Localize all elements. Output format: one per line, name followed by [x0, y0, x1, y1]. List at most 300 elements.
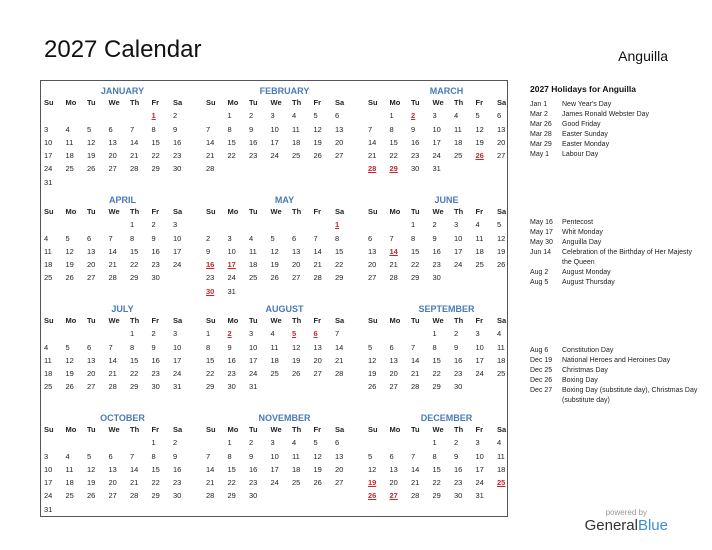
empty-cell	[44, 220, 66, 233]
weekday-header: We	[270, 98, 282, 107]
day-cell: 11	[249, 246, 257, 256]
holiday-item	[530, 356, 700, 366]
weekday-header: Th	[130, 98, 140, 107]
day-cell: 29	[151, 164, 160, 174]
day-cell: 31	[173, 382, 182, 392]
day-cell: 28	[206, 164, 215, 174]
weekday-header: Th	[454, 98, 464, 107]
weekday-header: Su	[206, 98, 216, 107]
month-days-grid	[206, 98, 357, 178]
weekday-header: Su	[368, 316, 378, 325]
weekday-header: We	[108, 207, 120, 216]
day-cell: 19	[65, 369, 74, 379]
day-cell: 26	[270, 273, 279, 283]
day-cell: 19	[368, 369, 377, 379]
holiday-name: National Heroes and Heroines Day	[562, 357, 671, 364]
day-cell: 20	[108, 478, 117, 488]
day-cell: 17	[173, 355, 182, 365]
day-cell: 2	[432, 220, 437, 230]
empty-cell	[411, 438, 433, 451]
month-january	[44, 84, 195, 192]
day-cell: 19	[270, 260, 279, 270]
weekday-header: Tu	[87, 98, 96, 107]
holiday-item	[530, 150, 700, 160]
day-cell: 4	[497, 438, 502, 448]
weekday-header: Mo	[65, 98, 77, 107]
empty-cell	[87, 220, 109, 233]
holiday-item	[530, 268, 700, 278]
day-cell: 3	[475, 329, 480, 339]
holiday-name: Boxing Day (substitute day), Christmas Day (substitute day)	[562, 387, 698, 404]
holiday-item	[530, 248, 700, 268]
day-cell: 3	[173, 220, 178, 230]
day-cell: 14	[313, 246, 322, 256]
day-cell: 23	[454, 369, 463, 379]
month-april	[44, 193, 195, 301]
day-cell: 26	[87, 164, 96, 174]
day-cell: 5	[87, 451, 92, 461]
day-cell: 9	[432, 233, 437, 243]
holiday-date: Dec 25	[530, 367, 553, 374]
day-cell: 4	[475, 220, 480, 230]
day-cell: 28	[411, 382, 420, 392]
empty-cell	[271, 220, 293, 233]
day-cell: 11	[497, 451, 505, 461]
day-cell: 24	[173, 260, 182, 270]
day-cell: 15	[389, 137, 398, 147]
weekday-header: Fr	[151, 98, 159, 107]
day-cell: 27	[87, 273, 96, 283]
day-cell: 21	[206, 478, 215, 488]
day-cell: 8	[432, 451, 437, 461]
day-cell: 2	[249, 111, 254, 121]
day-cell: 7	[368, 124, 373, 134]
empty-cell	[66, 111, 88, 124]
weekday-header: Tu	[87, 207, 96, 216]
day-cell: 16	[432, 246, 441, 256]
day-cell: 20	[389, 369, 398, 379]
day-cell: 6	[87, 233, 92, 243]
day-cell: 7	[130, 124, 135, 134]
month-may	[206, 193, 357, 301]
day-cell: 6	[335, 438, 340, 448]
holiday-item	[530, 238, 700, 248]
holiday-date: Aug 5	[530, 279, 549, 286]
day-cell: 10	[454, 233, 463, 243]
day-cell: 1	[227, 438, 232, 448]
day-cell: 20	[497, 137, 506, 147]
day-cell: 4	[292, 111, 297, 121]
day-cell: 8	[151, 451, 156, 461]
day-cell: 24	[475, 478, 484, 488]
empty-cell	[206, 438, 228, 451]
holiday-name: August Monday	[562, 269, 611, 276]
day-cell: 15	[432, 464, 441, 474]
day-cell: 11	[270, 342, 279, 352]
day-cell: 11	[65, 137, 74, 147]
day-cell: 25	[454, 151, 463, 161]
day-cell: 9	[249, 124, 254, 134]
day-cell: 6	[368, 233, 373, 243]
day-cell: 30	[173, 164, 182, 174]
day-cell: 15	[130, 246, 139, 256]
day-cell: 8	[335, 233, 340, 243]
weekday-header: Sa	[335, 316, 345, 325]
day-cell: 10	[44, 137, 53, 147]
day-cell: 31	[44, 504, 53, 514]
day-cell: 26	[65, 273, 74, 283]
country-label: Anguilla	[618, 48, 668, 64]
holiday-date: Mar 28	[530, 131, 552, 138]
day-cell: 14	[206, 137, 215, 147]
weekday-header: Tu	[249, 98, 258, 107]
day-cell: 18	[44, 369, 53, 379]
day-cell: 9	[173, 124, 178, 134]
day-cell: 14	[335, 342, 344, 352]
day-cell: 21	[335, 355, 344, 365]
day-cell: 15	[206, 355, 215, 365]
day-cell: 20	[313, 355, 322, 365]
day-cell: 13	[108, 464, 117, 474]
day-cell: 3	[270, 438, 275, 448]
empty-cell	[66, 220, 88, 233]
day-cell: 31	[432, 164, 441, 174]
day-cell: 28	[389, 273, 398, 283]
day-cell: 13	[87, 355, 96, 365]
day-cell: 7	[335, 329, 340, 339]
day-cell: 27	[292, 273, 301, 283]
day-cell: 27	[389, 382, 398, 392]
weekday-header: We	[270, 207, 282, 216]
day-cell: 19	[475, 137, 484, 147]
month-days-grid	[368, 207, 519, 287]
day-cell: 12	[87, 137, 96, 147]
day-cell: 30	[432, 273, 441, 283]
holiday-date: May 1	[530, 151, 550, 158]
day-cell: 24	[270, 478, 279, 488]
day-cell: 28	[411, 491, 420, 501]
day-cell: 24	[432, 151, 441, 161]
holiday-name: Labour Day	[562, 151, 599, 158]
day-cell: 9	[249, 451, 254, 461]
weekday-header: We	[108, 425, 120, 434]
empty-cell	[314, 220, 336, 233]
day-cell: 4	[497, 329, 502, 339]
day-cell: 8	[389, 124, 394, 134]
holiday-item	[530, 386, 700, 406]
day-cell: 4	[44, 342, 49, 352]
day-cell: 25	[270, 369, 279, 379]
month-days-grid	[368, 425, 519, 505]
day-cell: 6	[87, 342, 92, 352]
day-cell: 25	[249, 273, 258, 283]
day-cell: 10	[270, 451, 279, 461]
day-cell: 16	[411, 137, 420, 147]
day-cell: 17	[44, 151, 53, 161]
day-cell: 5	[313, 438, 318, 448]
day-cell: 26	[313, 478, 322, 488]
day-cell: 5	[475, 111, 480, 121]
empty-cell	[87, 438, 109, 451]
day-cell: 7	[411, 451, 416, 461]
day-cell: 2	[151, 220, 156, 230]
weekday-header: Tu	[411, 207, 420, 216]
day-cell: 2	[454, 438, 459, 448]
weekday-header: Tu	[411, 425, 420, 434]
day-cell: 2	[151, 329, 156, 339]
calendar-grid	[44, 84, 506, 514]
day-cell: 3	[227, 233, 232, 243]
day-cell: 29	[130, 382, 139, 392]
day-cell: 25	[475, 260, 484, 270]
day-cell: 8	[151, 124, 156, 134]
day-cell: 28	[335, 369, 344, 379]
day-cell: 21	[206, 151, 215, 161]
day-cell: 22	[389, 151, 398, 161]
day-cell: 8	[206, 342, 211, 352]
weekday-header: We	[432, 98, 444, 107]
day-cell: 9	[151, 233, 156, 243]
day-cell: 25	[497, 369, 506, 379]
day-cell: 13	[87, 246, 96, 256]
empty-cell	[390, 329, 412, 342]
weekday-header: Th	[292, 425, 302, 434]
holidays-title: 2027 Holidays for Anguilla	[530, 84, 636, 94]
day-cell: 21	[368, 151, 377, 161]
day-cell: 4	[65, 451, 70, 461]
day-cell: 15	[335, 246, 344, 256]
holiday-date: Mar 26	[530, 121, 552, 128]
month-name: AUGUST	[265, 304, 304, 314]
month-days-grid	[44, 316, 195, 396]
weekday-header: Sa	[497, 425, 507, 434]
holiday-name: Easter Monday	[562, 141, 610, 148]
day-cell: 31	[475, 491, 484, 501]
day-cell: 14	[368, 137, 377, 147]
holiday-name: Pentecost	[562, 219, 594, 226]
empty-cell	[87, 329, 109, 342]
day-cell: 30	[151, 273, 160, 283]
day-cell: 30	[454, 491, 463, 501]
holidays-panel	[530, 84, 700, 404]
day-cell: 29	[432, 491, 441, 501]
month-july	[44, 302, 195, 410]
empty-cell	[206, 111, 228, 124]
day-cell: 11	[454, 124, 462, 134]
empty-cell	[206, 220, 228, 233]
empty-cell	[44, 329, 66, 342]
day-cell: 21	[130, 151, 139, 161]
weekday-header: Mo	[389, 316, 401, 325]
day-cell: 27	[335, 478, 344, 488]
holiday-date: Dec 27	[530, 387, 553, 394]
day-cell: 3	[454, 220, 459, 230]
holiday-name: Whit Monday	[562, 229, 603, 236]
day-cell: 14	[411, 355, 420, 365]
day-cell: 22	[432, 369, 441, 379]
day-cell: 23	[173, 478, 182, 488]
day-cell: 27	[108, 164, 117, 174]
holiday-day: 29	[389, 164, 398, 174]
day-cell: 14	[108, 246, 117, 256]
day-cell: 17	[475, 464, 484, 474]
holiday-day: 6	[313, 329, 318, 339]
weekday-header: Fr	[313, 98, 321, 107]
month-name: JULY	[111, 304, 134, 314]
weekday-header: Mo	[227, 98, 239, 107]
weekday-header: Tu	[87, 425, 96, 434]
day-cell: 29	[130, 273, 139, 283]
day-cell: 14	[130, 137, 139, 147]
holiday-date: Aug 2	[530, 269, 549, 276]
day-cell: 13	[389, 464, 398, 474]
day-cell: 24	[227, 273, 236, 283]
day-cell: 30	[227, 382, 236, 392]
day-cell: 12	[497, 233, 506, 243]
day-cell: 11	[497, 342, 505, 352]
day-cell: 30	[173, 491, 182, 501]
day-cell: 3	[44, 124, 49, 134]
day-cell: 6	[108, 124, 113, 134]
weekday-header: Su	[44, 425, 54, 434]
day-cell: 16	[151, 355, 160, 365]
day-cell: 5	[368, 451, 373, 461]
holiday-date: Dec 26	[530, 377, 553, 384]
holiday-name: August Thursday	[562, 279, 615, 286]
day-cell: 19	[313, 137, 322, 147]
holiday-name: Easter Sunday	[562, 131, 608, 138]
day-cell: 1	[227, 111, 232, 121]
holiday-item	[530, 100, 700, 110]
holiday-day: 2	[227, 329, 232, 339]
day-cell: 18	[44, 260, 53, 270]
day-cell: 16	[249, 137, 258, 147]
day-cell: 13	[292, 246, 301, 256]
day-cell: 3	[432, 111, 437, 121]
holiday-item	[530, 228, 700, 238]
day-cell: 24	[44, 491, 53, 501]
weekday-header: Sa	[497, 207, 507, 216]
day-cell: 19	[87, 478, 96, 488]
weekday-header: Fr	[151, 425, 159, 434]
month-december	[368, 411, 519, 519]
holiday-group-2	[530, 218, 700, 288]
day-cell: 13	[335, 124, 344, 134]
holiday-item	[530, 130, 700, 140]
holiday-date: Dec 19	[530, 357, 553, 364]
day-cell: 8	[130, 342, 135, 352]
day-cell: 24	[270, 151, 279, 161]
weekday-header: Th	[454, 425, 464, 434]
holiday-day: 19	[368, 478, 377, 488]
day-cell: 22	[227, 478, 236, 488]
day-cell: 27	[87, 382, 96, 392]
month-september	[368, 302, 519, 410]
weekday-header: Sa	[173, 207, 183, 216]
day-cell: 18	[292, 464, 301, 474]
day-cell: 3	[173, 329, 178, 339]
empty-cell	[368, 438, 390, 451]
weekday-header: Tu	[411, 98, 420, 107]
weekday-header: Sa	[173, 425, 183, 434]
day-cell: 7	[411, 342, 416, 352]
day-cell: 16	[454, 464, 463, 474]
day-cell: 5	[497, 220, 502, 230]
day-cell: 29	[335, 273, 344, 283]
day-cell: 5	[65, 342, 70, 352]
day-cell: 15	[151, 137, 160, 147]
month-days-grid	[368, 316, 519, 396]
weekday-header: Mo	[389, 207, 401, 216]
day-cell: 18	[497, 355, 506, 365]
weekday-header: Th	[130, 207, 140, 216]
day-cell: 30	[454, 382, 463, 392]
day-cell: 17	[173, 246, 182, 256]
month-days-grid	[206, 207, 357, 300]
month-name: MARCH	[429, 86, 464, 96]
day-cell: 23	[432, 260, 441, 270]
day-cell: 24	[173, 369, 182, 379]
weekday-header: Mo	[65, 207, 77, 216]
day-cell: 7	[130, 451, 135, 461]
weekday-header: Fr	[475, 425, 483, 434]
day-cell: 28	[108, 273, 117, 283]
day-cell: 17	[270, 464, 279, 474]
holiday-group-3	[530, 346, 700, 406]
empty-cell	[390, 220, 412, 233]
weekday-header: Mo	[65, 316, 77, 325]
day-cell: 17	[44, 478, 53, 488]
weekday-header: Fr	[475, 207, 483, 216]
day-cell: 16	[173, 137, 182, 147]
holiday-day: 1	[335, 220, 340, 230]
day-cell: 26	[87, 491, 96, 501]
weekday-header: Sa	[173, 316, 183, 325]
day-cell: 27	[368, 273, 377, 283]
day-cell: 5	[313, 111, 318, 121]
day-cell: 20	[389, 478, 398, 488]
day-cell: 17	[454, 246, 463, 256]
empty-cell	[44, 438, 66, 451]
weekday-header: We	[270, 316, 282, 325]
month-november	[206, 411, 357, 519]
weekday-header: Sa	[497, 316, 507, 325]
day-cell: 10	[270, 124, 279, 134]
weekday-header: Su	[44, 316, 54, 325]
holiday-date: May 17	[530, 229, 553, 236]
day-cell: 8	[411, 233, 416, 243]
day-cell: 12	[368, 464, 377, 474]
weekday-header: We	[108, 316, 120, 325]
day-cell: 5	[87, 124, 92, 134]
day-cell: 1	[432, 329, 437, 339]
holiday-date: Jun 14	[530, 249, 552, 256]
holiday-day: 26	[475, 151, 484, 161]
empty-cell	[109, 438, 131, 451]
weekday-header: Tu	[249, 425, 258, 434]
day-cell: 13	[108, 137, 117, 147]
day-cell: 17	[432, 137, 441, 147]
weekday-header: Sa	[335, 425, 345, 434]
weekday-header: Th	[454, 316, 464, 325]
holiday-item	[530, 376, 700, 386]
day-cell: 26	[313, 151, 322, 161]
day-cell: 25	[44, 273, 53, 283]
month-name: JANUARY	[100, 86, 145, 96]
empty-cell	[109, 111, 131, 124]
day-cell: 31	[44, 177, 53, 187]
day-cell: 11	[44, 246, 52, 256]
